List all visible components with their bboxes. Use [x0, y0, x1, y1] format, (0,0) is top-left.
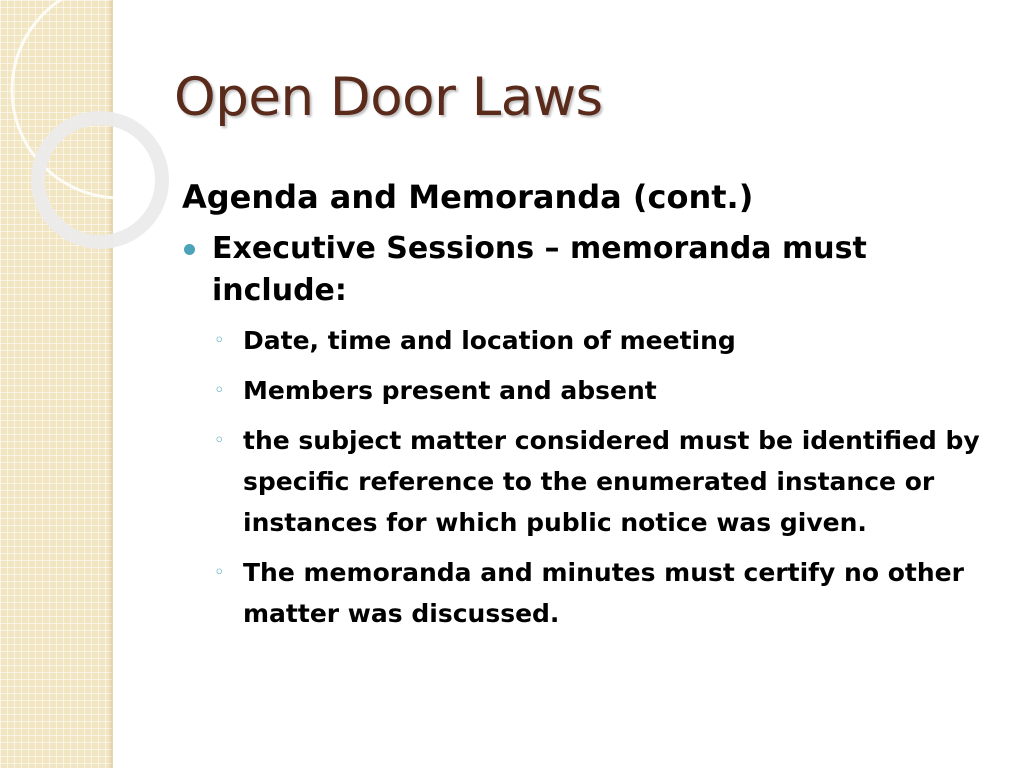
hollow-circle-bullet-icon: ◦ [214, 430, 225, 451]
slide-title: Open Door Laws [174, 67, 603, 128]
sub-bullet-text: Date, time and location of meeting [243, 326, 736, 355]
hollow-circle-bullet-icon: ◦ [214, 380, 225, 401]
decorative-ring-small [38, 118, 162, 242]
bullet-item [182, 228, 992, 312]
filled-circle-bullet-icon [184, 244, 195, 255]
bullet-text: Executive Sessions – memoranda must include: [212, 231, 867, 308]
sub-bullet-text: Members present and absent [243, 376, 657, 405]
slide-content [182, 174, 992, 643]
sub-bullet-item [214, 370, 992, 411]
sub-bullet-item [214, 552, 992, 634]
hollow-circle-bullet-icon: ◦ [214, 330, 225, 351]
section-heading: Agenda and Memoranda (cont.) [182, 178, 754, 216]
sub-bullet-text: the subject matter considered must be identified by specific reference to the enumerated instance or instances for which public notice was given. [243, 426, 980, 537]
sub-bullet-item [214, 420, 992, 543]
sub-bullet-list [214, 320, 992, 634]
sub-bullet-text: The memoranda and minutes must certify no other matter was discussed. [243, 558, 964, 628]
sub-bullet-item [214, 320, 992, 361]
decorative-rings [0, 0, 200, 260]
hollow-circle-bullet-icon: ◦ [214, 562, 225, 583]
